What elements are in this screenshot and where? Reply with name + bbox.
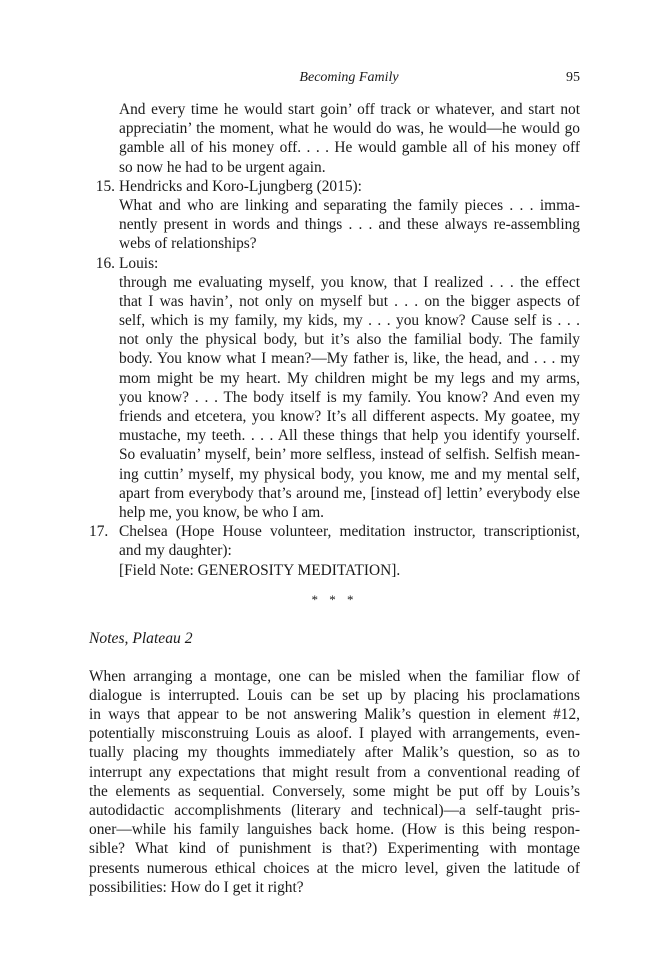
text-line: When arranging a montage, one can be misled when the familiar flow of <box>89 667 580 685</box>
text-line: in ways that appear to be not answering Malik’s question in element #12, <box>89 706 580 724</box>
entry-speaker: Louis: <box>119 254 159 272</box>
text-line: so now he had to be urgent again. <box>119 158 326 176</box>
entry-16 <box>89 254 580 523</box>
text-line: gamble all of his money off. . . . He would gamble all of his money off <box>119 139 580 157</box>
text-line: that I was havin’, not only on myself but . . . on the bigger aspects of <box>119 292 580 310</box>
text-line: not only the physical body, but it’s also the familial body. The family <box>119 331 580 349</box>
section-separator: * * * <box>311 591 358 607</box>
entry-speaker: Chelsea (Hope House volunteer, meditation instructor, transcriptionist, <box>119 523 580 541</box>
text-line: mustache, my teeth. . . . All these things that help you identify yourself. <box>119 427 580 445</box>
text-line: ing cuttin’ myself, my physical body, you know, me and my mental self, <box>119 465 580 483</box>
text-line: autodidactic accomplishments (literary and technical)—a self-taught pris- <box>89 802 580 819</box>
text-line: interrupt any expectations that might result from a conventional reading of <box>89 763 580 781</box>
page-body <box>89 100 580 897</box>
field-note: [Field Note: GENEROSITY MEDITATION]. <box>119 561 401 579</box>
text-line: appreciatin’ the moment, what he would do was, he would—he would go <box>119 120 580 138</box>
text-line: What and who are linking and separating the family pieces . . . imma- <box>119 196 580 214</box>
entry-speaker-line <box>89 177 580 196</box>
text-line: through me evaluating myself, you know, that I realized . . . the effect <box>119 273 580 291</box>
text-line: possibilities: How do I get it right? <box>89 878 304 896</box>
entry-number: 16. <box>95 254 115 272</box>
entry-15 <box>89 177 580 254</box>
entry-speaker-line <box>89 522 580 541</box>
notes-paragraph <box>89 667 580 897</box>
entry-17 <box>89 522 580 580</box>
text-line: mom might be my heart. My children might be my legs and my arms, <box>119 369 580 387</box>
text-line: apart from everybody that’s around me, [instead of] lettin’ everybody else <box>119 484 580 502</box>
text-line: And every time he would start goin’ off track or whatever, and start not <box>119 101 580 118</box>
text-line: self, which is my family, my kids, my . . . you know? Cause self is . . . <box>119 312 580 330</box>
text-line: tually placing my thoughts immediately after Malik’s question, so as to <box>89 744 580 762</box>
text-line: nently present in words and things . . . and these always re-assembling <box>119 216 580 234</box>
entry-speaker-line <box>89 254 580 273</box>
text-line: potentially misconstruing Louis as aloof. I played with arrangements, even- <box>89 725 580 743</box>
text-line: you know? . . . The body itself is my family. You know? And even my <box>119 388 580 406</box>
running-title: Becoming Family <box>299 70 399 85</box>
text-line: oner—while his family languishes back home. (How is this being respon- <box>89 821 580 839</box>
page-number: 95 <box>566 70 580 85</box>
entry-number: 17. <box>89 523 109 541</box>
text-line: help me, you know, be who I am. <box>119 503 325 521</box>
text-line: sible? What kind of punishment is that?) Experimenting with montage <box>89 840 580 858</box>
text-line: presents numerous ethical choices at the micro level, given the latitude of <box>89 859 580 877</box>
entry-number: 15. <box>95 177 115 195</box>
entry-speaker-continued: and my daughter): <box>119 542 232 560</box>
entry-speaker: Hendricks and Koro-Ljungberg (2015): <box>119 177 362 195</box>
text-line: webs of relationships? <box>119 235 257 253</box>
text-line: friends and etcetera, you know? It’s all different aspects. My goatee, my <box>119 408 580 425</box>
section-heading: Notes, Plateau 2 <box>89 629 193 647</box>
running-header <box>118 70 580 88</box>
entry-14-continued <box>89 100 580 177</box>
text-line: the elements as sequential. Conversely, some might be put off by Louis’s <box>89 782 580 800</box>
text-line: So evaluatin’ myself, bein’ more selfless, instead of selfish. Selfish mean- <box>119 446 580 464</box>
text-line: dialogue is interrupted. Louis can be set up by placing his proclamations <box>89 686 580 704</box>
text-line: body. You know what I mean?—My father is, like, the head, and . . . my <box>119 350 580 368</box>
